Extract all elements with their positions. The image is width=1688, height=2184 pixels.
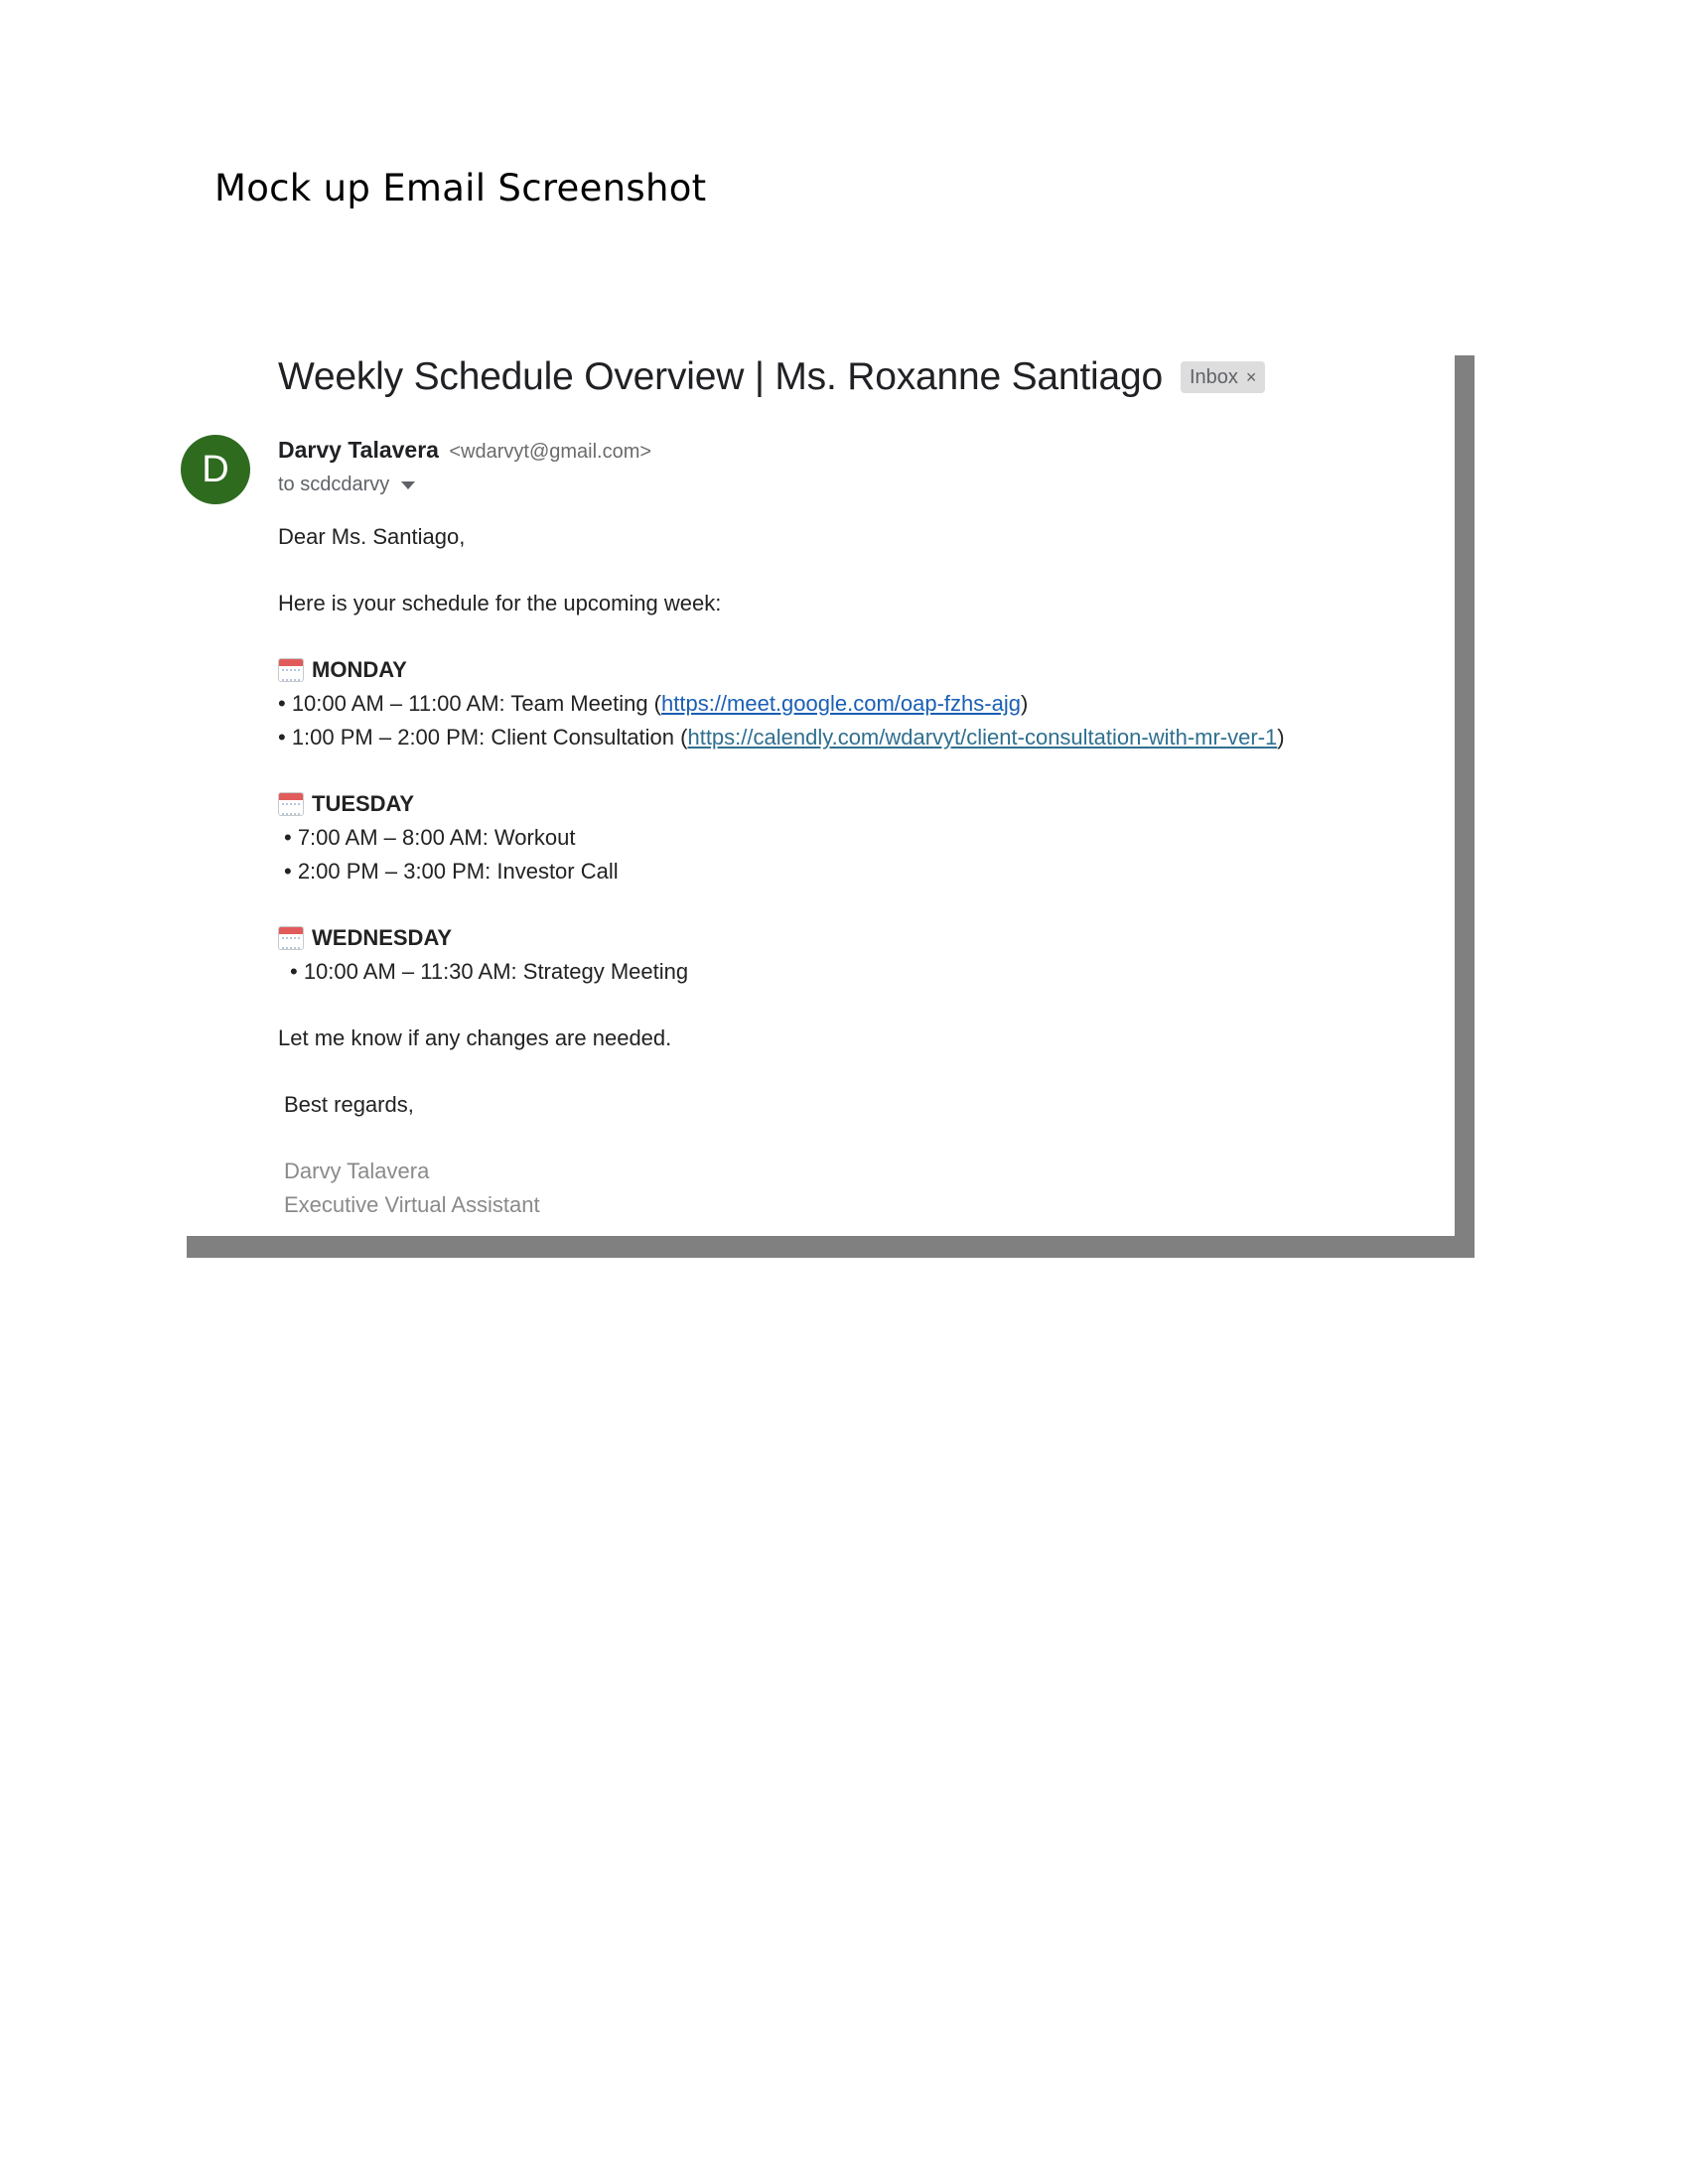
calendar-icon — [278, 792, 304, 816]
closing-note: Let me know if any changes are needed. — [278, 1025, 672, 1050]
schedule-item — [278, 687, 1420, 721]
day-name: MONDAY — [312, 657, 407, 682]
sender-email: <wdarvyt@gmail.com> — [449, 441, 652, 463]
email-body — [278, 520, 1420, 1222]
intro-text: Here is your schedule for the upcoming week: — [278, 591, 722, 615]
schedule-item-text: • 1:00 PM – 2:00 PM: Client Consultation ( — [278, 725, 688, 750]
signature-title: Executive Virtual Assistant — [284, 1192, 540, 1217]
recipient-line — [278, 474, 651, 496]
schedule-item — [278, 721, 1420, 754]
sender-block — [278, 437, 651, 496]
schedule-item-suffix: ) — [1277, 725, 1285, 750]
schedule-item: • 10:00 AM – 11:30 AM: Strategy Meeting — [290, 959, 689, 984]
inbox-label-text: Inbox — [1189, 365, 1238, 388]
caret-down-icon[interactable] — [401, 481, 415, 489]
consultation-link[interactable]: https://calendly.com/wdarvyt/client-consultation-with-mr-ver-1 — [687, 725, 1278, 750]
signature-name: Darvy Talavera — [284, 1159, 430, 1183]
schedule-item-text: • 10:00 AM – 11:00 AM: Team Meeting ( — [278, 691, 661, 716]
schedule-item: • 2:00 PM – 3:00 PM: Investor Call — [284, 859, 619, 884]
day-name: WEDNESDAY — [312, 925, 452, 950]
document-title: Mock up Email Screenshot — [214, 167, 707, 209]
sign-off: Best regards, — [284, 1092, 414, 1117]
email-screenshot — [171, 338, 1455, 1236]
schedule-item-suffix: ) — [1020, 691, 1029, 716]
sender-name[interactable]: Darvy Talavera — [278, 437, 439, 463]
greeting: Dear Ms. Santiago, — [278, 524, 466, 549]
schedule-item: • 7:00 AM – 8:00 AM: Workout — [284, 825, 576, 850]
email-subject: Weekly Schedule Overview | Ms. Roxanne Santiago — [278, 355, 1163, 398]
screenshot-shadow-right — [1455, 355, 1475, 1258]
day-heading-wednesday — [278, 921, 1420, 955]
day-heading-tuesday — [278, 787, 1420, 821]
calendar-icon — [278, 658, 304, 682]
day-name: TUESDAY — [312, 791, 415, 816]
sender-line — [278, 437, 651, 464]
meeting-link[interactable]: https://meet.google.com/oap-fzhs-ajg — [661, 691, 1021, 716]
recipient-text: to scdcdarvy — [278, 474, 390, 495]
inbox-label-chip[interactable] — [1181, 361, 1265, 393]
remove-label-icon[interactable]: × — [1245, 366, 1257, 387]
subject-row — [278, 355, 1265, 399]
sender-avatar[interactable]: D — [181, 435, 250, 504]
calendar-icon — [278, 926, 304, 950]
screenshot-shadow-bottom — [187, 1236, 1475, 1258]
day-heading-monday — [278, 653, 1420, 687]
